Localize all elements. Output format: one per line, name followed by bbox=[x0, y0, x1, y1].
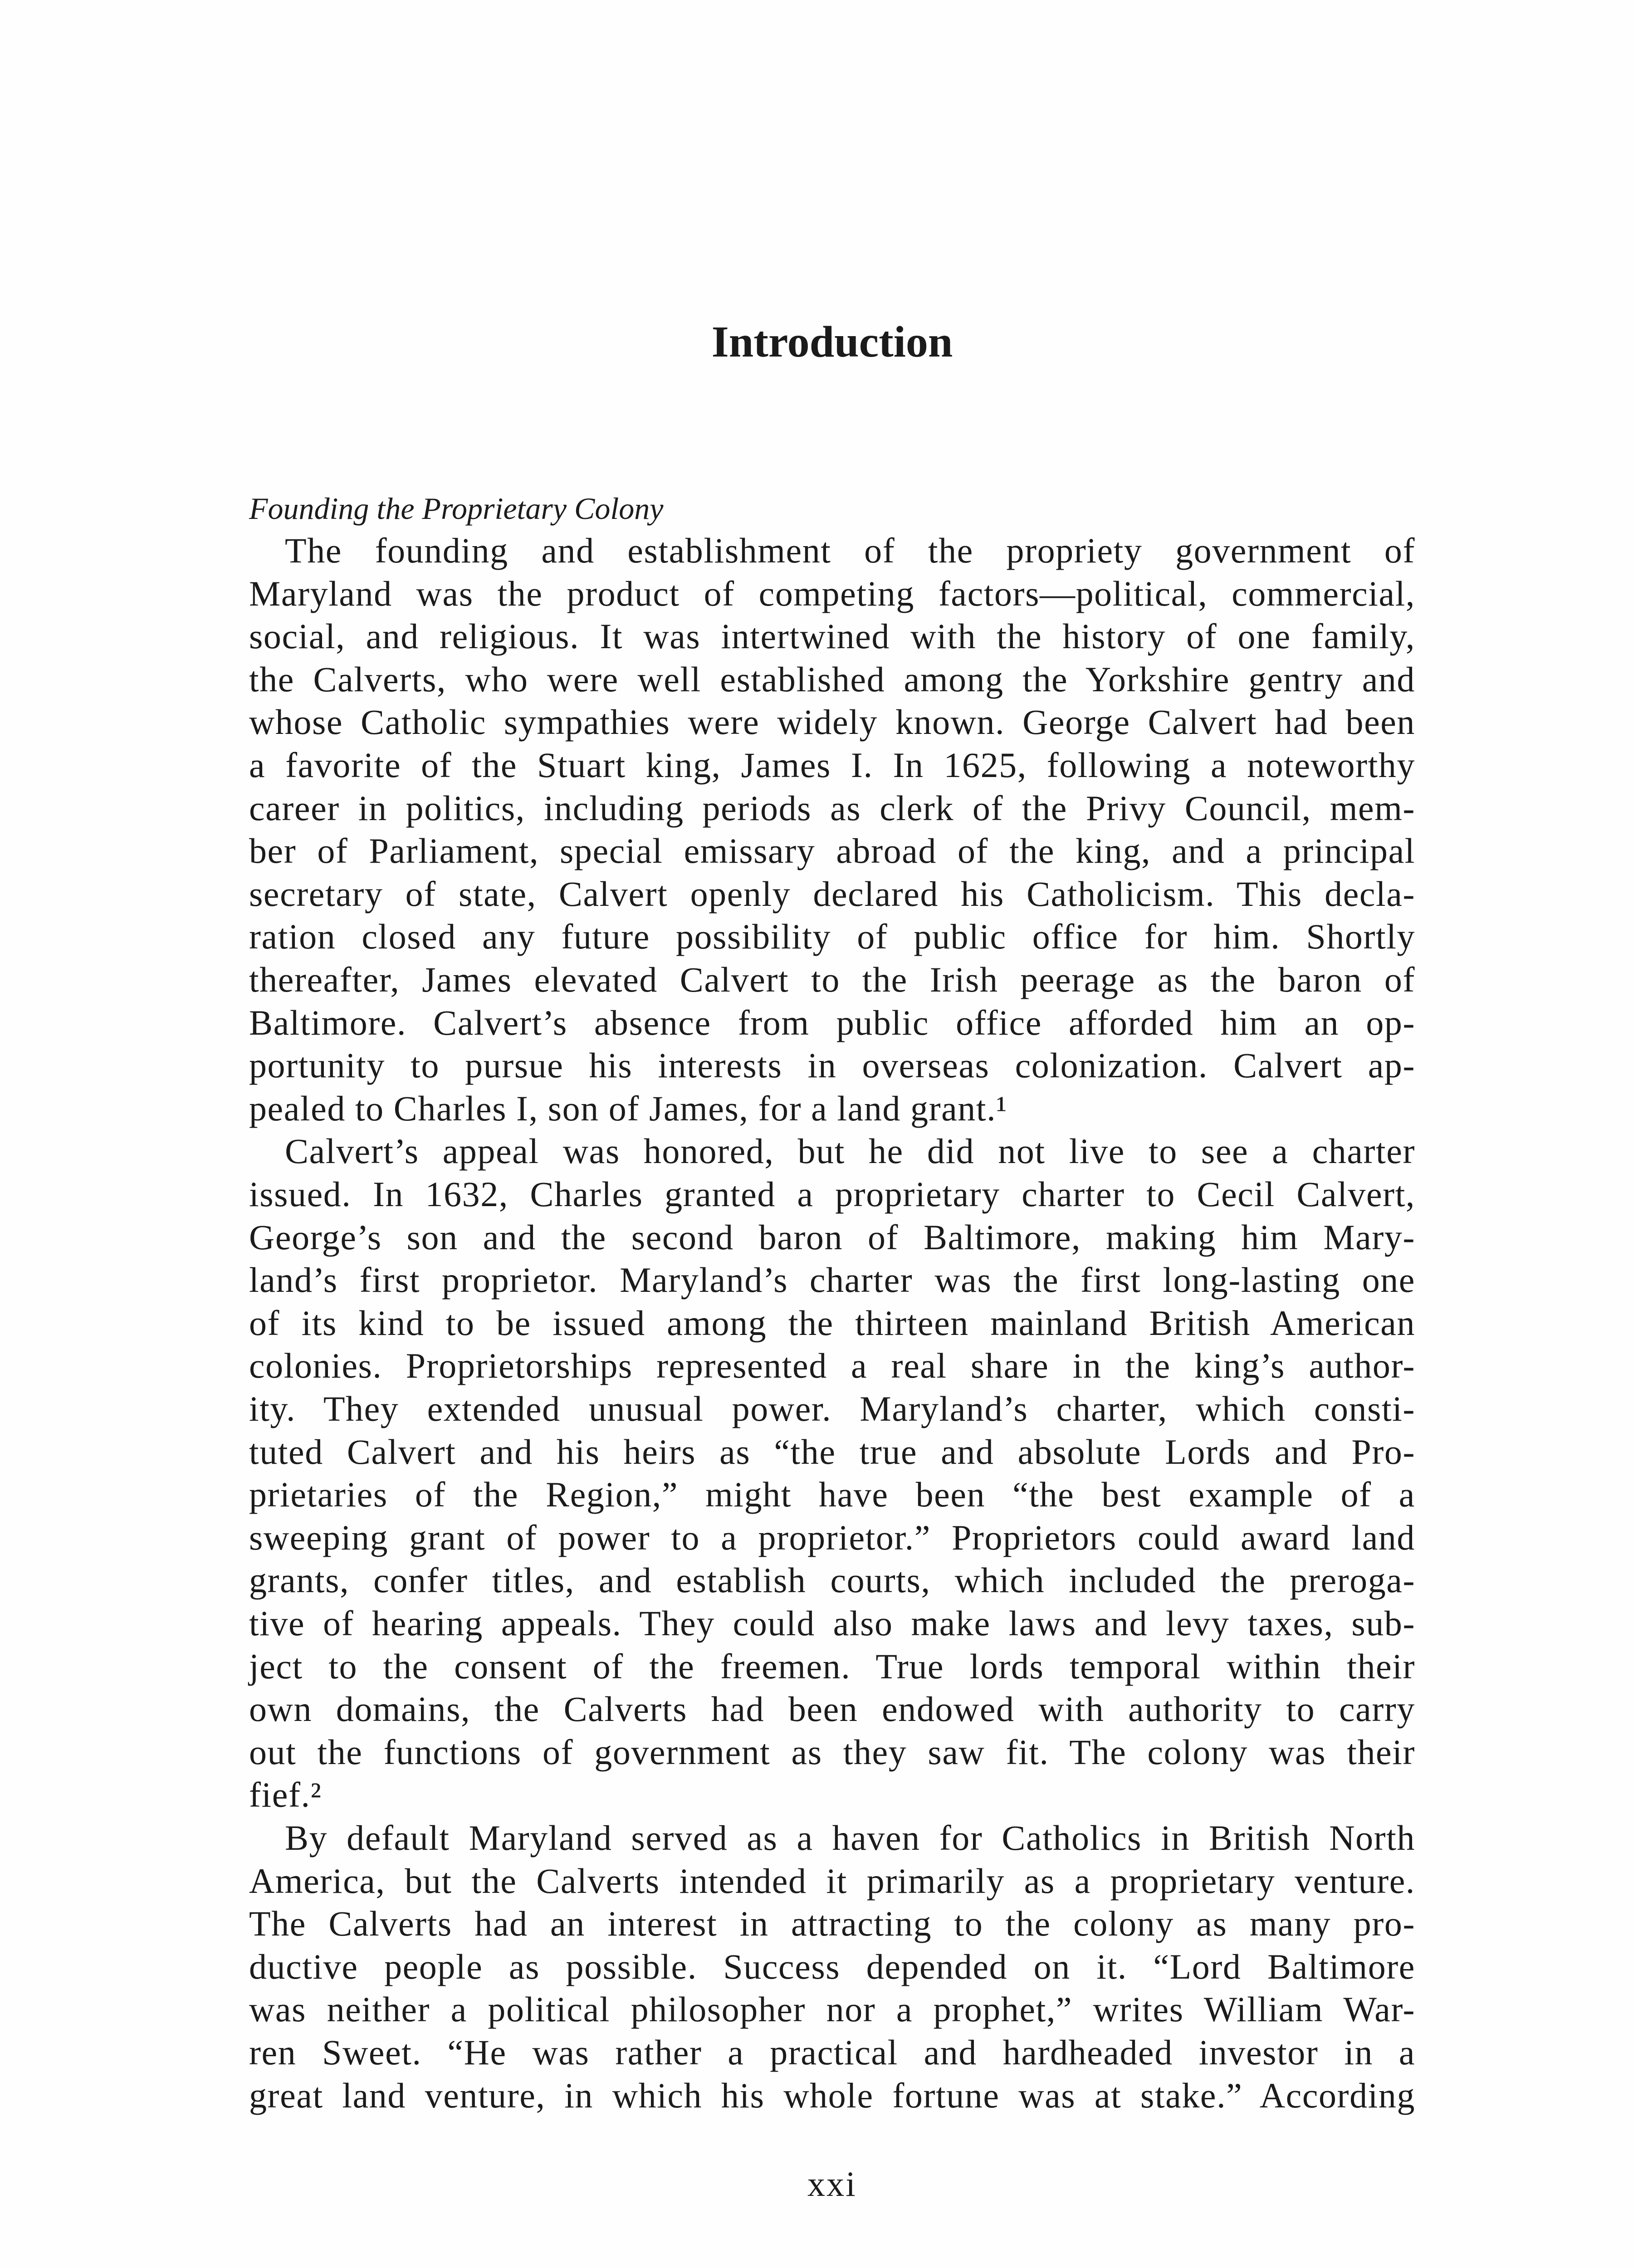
text-line: was neither a political philosopher nor a prophet,” writes William War- bbox=[249, 1989, 1415, 2029]
text-line: ity. They extended unusual power. Maryland’s charter, which consti- bbox=[249, 1389, 1415, 1428]
text-line: By default Maryland served as a haven for Catholics in British North bbox=[285, 1818, 1415, 1857]
text-line: Calvert’s appeal was honored, but he did not live to see a charter bbox=[285, 1131, 1415, 1171]
text-line: ration closed any future possibility of public office for him. Shortly bbox=[249, 917, 1415, 957]
text-line: social, and religious. It was intertwined with the history of one family, bbox=[249, 616, 1415, 656]
text-line: Maryland was the product of competing factors—political, commercial, bbox=[249, 573, 1415, 613]
text-line: secretary of state, Calvert openly declared his Catholicism. This decla- bbox=[249, 874, 1415, 914]
text-line: colonies. Proprietorships represented a real share in the king’s author- bbox=[249, 1346, 1415, 1386]
text-line: tuted Calvert and his heirs as “the true and absolute Lords and Pro- bbox=[249, 1432, 1415, 1471]
text-line: whose Catholic sympathies were widely known. George Calvert had been bbox=[249, 702, 1415, 742]
text-line: ber of Parliament, special emissary abroad of the king, and a principal bbox=[249, 831, 1415, 871]
text-line: career in politics, including periods as clerk of the Privy Council, mem- bbox=[249, 788, 1415, 828]
page-number: xxi bbox=[807, 2164, 857, 2204]
text-line: pealed to Charles I, son of James, for a land grant.¹ bbox=[249, 1088, 1008, 1128]
text-line: America, but the Calverts intended it primarily as a proprietary venture. bbox=[249, 1861, 1415, 1901]
chapter-title: Introduction bbox=[711, 318, 953, 367]
section-heading: Founding the Proprietary Colony bbox=[249, 491, 664, 526]
text-line: great land venture, in which his whole fortune was at stake.” According bbox=[249, 2075, 1415, 2115]
text-line: prietaries of the Region,” might have been “the best example of a bbox=[249, 1475, 1415, 1515]
text-line: a favorite of the Stuart king, James I. In 1625, following a noteworthy bbox=[249, 745, 1415, 785]
text-line: grants, confer titles, and establish courts, which included the preroga- bbox=[249, 1560, 1415, 1600]
text-line: tive of hearing appeals. They could also make laws and levy taxes, sub- bbox=[249, 1603, 1415, 1643]
text-line: of its kind to be issued among the thirteen mainland British American bbox=[249, 1303, 1415, 1343]
text-line: land’s first proprietor. Maryland’s charter was the first long-lasting one bbox=[249, 1260, 1415, 1300]
text-line: the Calverts, who were well established among the Yorkshire gentry and bbox=[249, 659, 1415, 699]
text-line: Baltimore. Calvert’s absence from public office afforded him an op- bbox=[249, 1002, 1415, 1042]
text-line: fief.² bbox=[249, 1775, 322, 1815]
text-line: out the functions of government as they saw fit. The colony was their bbox=[249, 1732, 1415, 1772]
text-line: own domains, the Calverts had been endowed with authority to carry bbox=[249, 1689, 1415, 1729]
text-line: thereafter, James elevated Calvert to the Irish peerage as the baron of bbox=[249, 960, 1415, 999]
text-line: sweeping grant of power to a proprietor.” Proprietors could award land bbox=[249, 1517, 1415, 1557]
text-line: ject to the consent of the freemen. True lords temporal within their bbox=[249, 1646, 1415, 1686]
text-line: portunity to pursue his interests in overseas colonization. Calvert ap- bbox=[249, 1046, 1415, 1085]
text-line: The Calverts had an interest in attracting to the colony as many pro- bbox=[249, 1904, 1415, 1944]
body-text bbox=[249, 529, 1415, 2126]
text-line: issued. In 1632, Charles granted a proprietary charter to Cecil Calvert, bbox=[249, 1174, 1415, 1214]
text-line: ductive people as possible. Success depended on it. “Lord Baltimore bbox=[249, 1946, 1415, 1986]
text-line: ren Sweet. “He was rather a practical and hardheaded investor in a bbox=[249, 2033, 1415, 2072]
text-line: George’s son and the second baron of Baltimore, making him Mary- bbox=[249, 1217, 1415, 1257]
text-line: The founding and establishment of the propriety government of bbox=[285, 531, 1415, 570]
